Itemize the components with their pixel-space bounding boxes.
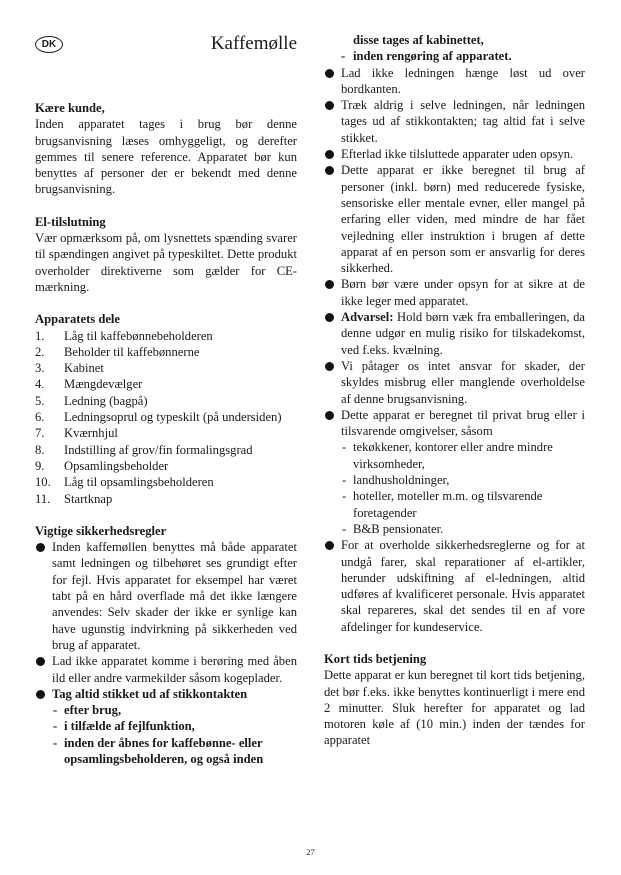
usage-subitem: - hoteller, moteller m.m. og tilsvarende foretagender — [342, 489, 543, 520]
right-column — [324, 32, 585, 749]
safety-bullet: Lad ikke apparatet komme i berøring med åben ild eller andre varmekilder såsom kogeplader. — [35, 653, 297, 686]
usage-sublist — [341, 439, 585, 537]
parts-item: 3. Kabinet — [35, 361, 104, 376]
safety-bullet: Vi påtager os intet ansvar for skader, der skyldes misbrug eller manglende overholdelse af denne brugsanvisning. — [324, 358, 585, 407]
bullet-icon — [325, 411, 334, 420]
safety-list-left — [35, 539, 297, 767]
page-number: 27 — [306, 847, 315, 857]
safety-bullet: Træk aldrig i selve ledningen, når ledningen tages ud af stikkontakten; tag altid fat i selve stikket. — [324, 97, 585, 146]
safety-list-right — [324, 65, 585, 635]
unplug-subitem: - i tilfælde af fejlfunktion, — [53, 719, 195, 734]
warning-label: Advarsel: — [341, 310, 394, 325]
safety-heading: Vigtige sikkerhedsregler — [35, 523, 167, 538]
parts-item: 1. Låg til kaffebønnebeholderen — [35, 328, 213, 343]
usage-subitem: - landhusholdninger, — [342, 473, 450, 488]
parts-item: 9. Opsamlingsbeholder — [35, 458, 169, 473]
unplug-subitem: - inden der åbnes for kaffebønne- eller opsamlingsbeholderen, og også inden — [53, 735, 264, 766]
parts-item: 2. Beholder til kaffebønnerne — [35, 344, 200, 359]
parts-item: 10. Låg til opsamlingsbeholderen — [35, 475, 214, 490]
safety-bullet: Advarsel: Hold børn væk fra emballeringen, da denne udgør en mulig risiko for tilskadekomst, ved f.eks. kvælning. — [324, 309, 585, 358]
parts-item: 6. Ledningsoprul og typeskilt (på undersiden) — [35, 410, 282, 425]
bullet-icon — [325, 362, 334, 371]
bullet-icon — [325, 280, 334, 289]
intro-heading: Kære kunde, — [35, 101, 105, 115]
short-use-heading: Kort tids betjening — [324, 651, 427, 666]
safety-bullet: For at overholde sikkerhedsreglerne og for at undgå farer, skal reparationer af el-artikler, herunder udskiftning af el-ledningen, altid udføres af kvalificeret personale. Hvis apparatet skal repareres, skal det sendes til en af vore afdelinger for kundeservice. — [324, 537, 585, 635]
electrical-text: Vær opmærksom på, om lysnettets spænding svarer til spændingen angivet på typeskiltet. Dette produkt overholder direktiverne som gælder for CE-mærkning. — [35, 231, 297, 294]
parts-item: 5. Ledning (bagpå) — [35, 393, 148, 408]
safety-bullet: Dette apparat er beregnet til privat brug eller i tilsvarende omgivelser, såsom - tekøkkener, kontorer eller andre mindre virksomheder, - landhusholdninger, - hoteller, moteller m.m. og tilsvarende foretagender - B&B pensionater. — [324, 407, 585, 537]
electrical-heading: El-tilslutning — [35, 214, 106, 229]
safety-bullet: Børn bør være under opsyn for at sikre at de ikke leger med apparatet. — [324, 276, 585, 309]
language-badge: DK — [35, 36, 63, 53]
safety-bullet: Lad ikke ledningen hænge løst ud over bordkanten. — [324, 65, 585, 98]
bullet-icon — [325, 541, 334, 550]
unplug-subitem: - inden rengøring af apparatet. — [341, 49, 512, 64]
short-use-text: Dette apparat er kun beregnet til kort tids betjening, det bør f.eks. ikke benyttes kontinuerligt i mere end 2 minutter. Sluk herefter for apparatet og lad motoren køle af (10 min.) inden der tændes for apparatet — [324, 668, 585, 748]
bullet-icon — [325, 313, 334, 322]
bullet-icon — [36, 543, 45, 552]
bullet-icon — [325, 101, 334, 110]
bullet-icon — [325, 166, 334, 175]
bullet-icon — [36, 690, 45, 699]
safety-bullet: Tag altid stikket ud af stikkontakten - efter brug, - i tilfælde af fejlfunktion, - inden der åbnes for kaffebønne- eller opsamlingsbeholderen, og også inden — [35, 686, 297, 767]
bullet-icon — [36, 657, 45, 666]
intro-text: Inden apparatet tages i brug bør denne brugsanvisning læses omhyggeligt, og derefter gemmes til senere reference. Apparatet bør kun benyttes af personer der er bekendt med denne brugsanvisning. — [35, 117, 297, 197]
safety-bullet: Efterlad ikke tilsluttede apparater uden opsyn. — [324, 146, 585, 162]
bullet-icon — [325, 150, 334, 159]
parts-item: 7. Kværnhjul — [35, 426, 118, 441]
safety-bullet: Inden kaffemøllen benyttes må både apparatet samt ledningen og tilbehøret ses grundigt efter for fejl. Hvis apparatet for eksempel har været tabt på en hård overflade må det ikke længere anvendes: Selv skader der ikke er synlige kan have ugunstig indvirkning på sikkerheden ved brug af apparatet. — [35, 539, 297, 653]
usage-subitem: - tekøkkener, kontorer eller andre mindre virksomheder, — [342, 440, 553, 471]
bullet-icon — [325, 69, 334, 78]
left-column — [35, 30, 297, 767]
parts-item: 8. Indstilling af grov/fin formalingsgrad — [35, 442, 253, 457]
page-header — [35, 30, 297, 100]
parts-item: 4. Mængdevælger — [35, 377, 143, 392]
parts-list — [35, 328, 297, 507]
usage-subitem: - B&B pensionater. — [342, 521, 444, 536]
unplug-subitem-continued: disse tages af kabinettet, — [353, 33, 484, 47]
unplug-subitem: - efter brug, — [53, 703, 122, 718]
parts-heading: Apparatets dele — [35, 312, 120, 327]
safety-bullet: Dette apparat er ikke beregnet til brug af personer (inkl. børn) med reducerede fysiske, sensoriske eller mentale evner, eller mangel på erfaring eller viden, med mindre de har fået vejledning eller instruktion i brugen af dette apparat af en person som er ansvarlig for deres sikkerhed. — [324, 162, 585, 276]
unplug-sublist — [52, 702, 297, 767]
page-title: Kaffemølle — [210, 33, 297, 54]
parts-item: 11. Startknap — [35, 491, 113, 506]
